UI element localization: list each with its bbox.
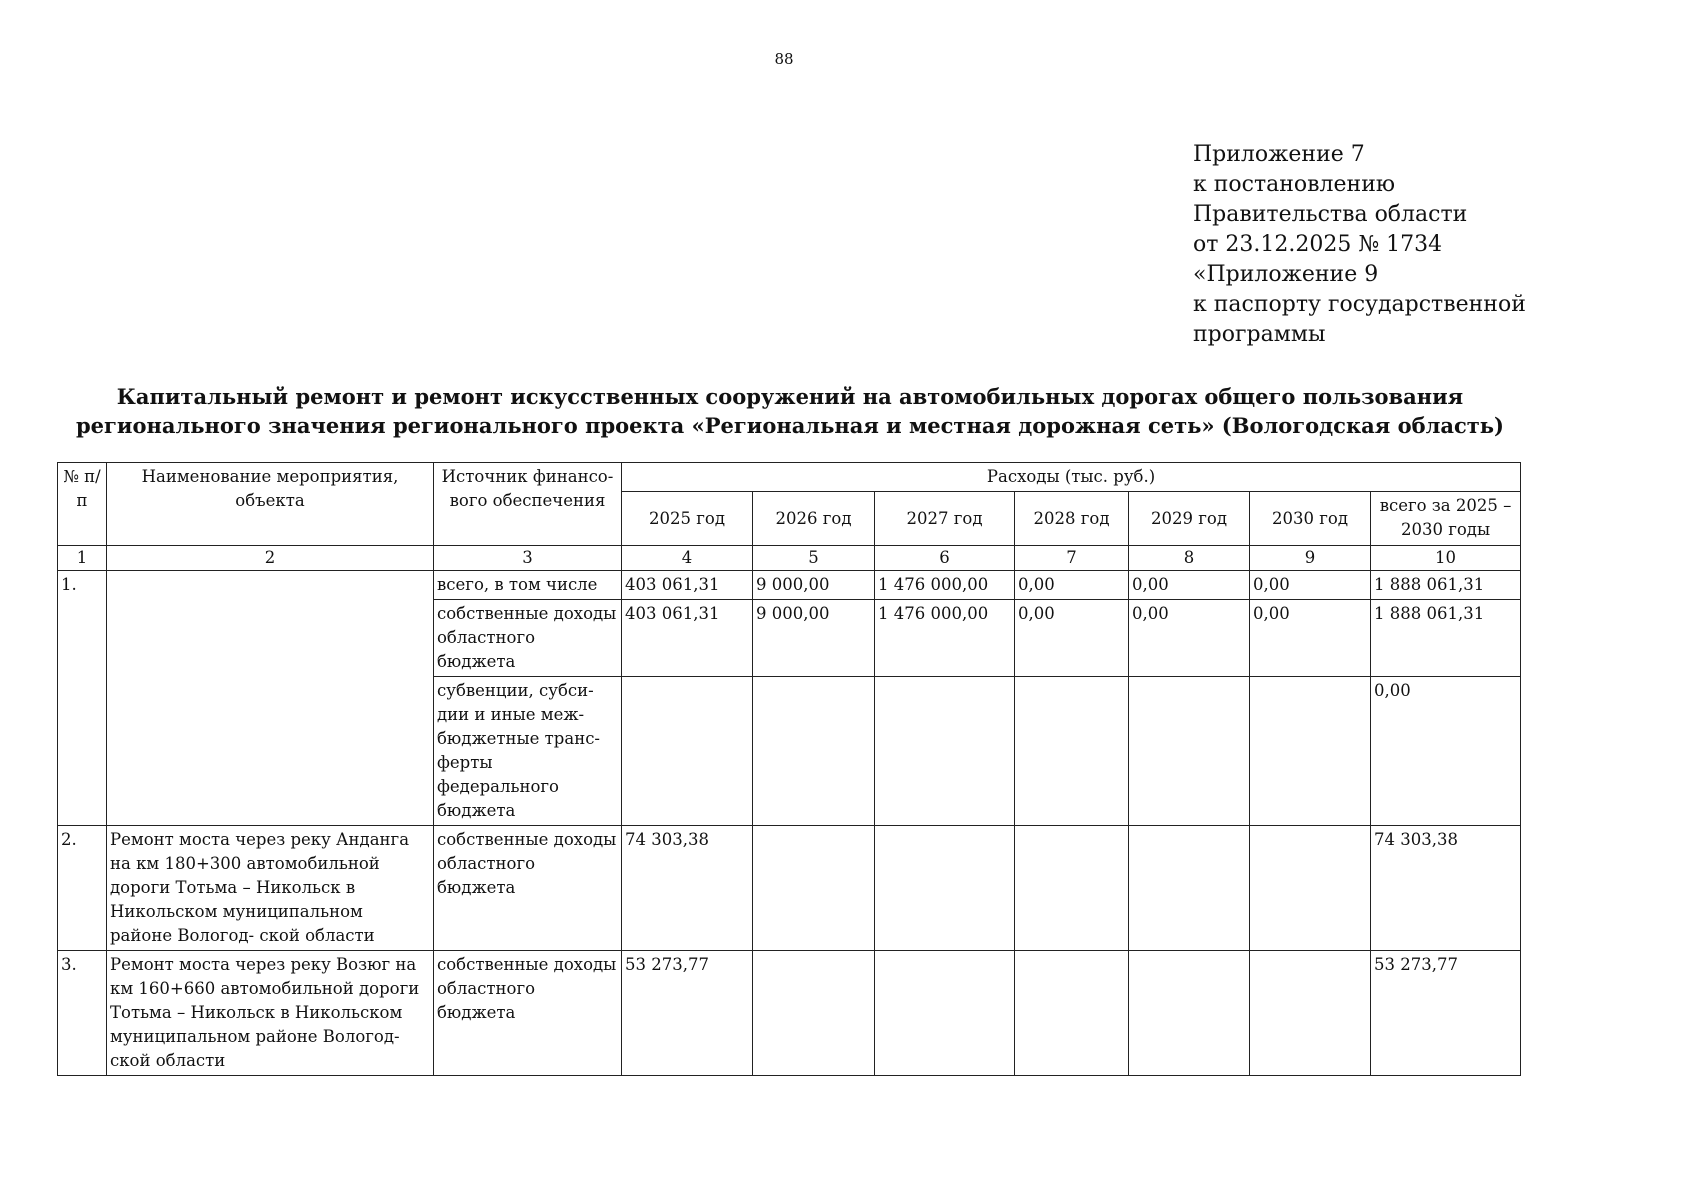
- appendix-line: программы: [1193, 322, 1326, 347]
- value-2029: [1129, 951, 1250, 1076]
- header-num: № п/п: [58, 463, 107, 546]
- appendix-line: к паспорту государственной: [1193, 292, 1526, 317]
- appendix-line: «Приложение 9: [1193, 262, 1379, 287]
- header-year-2025: 2025 год: [622, 492, 753, 546]
- title-line-1: Капитальный ремонт и ремонт искусственных сооружений на автомобильных дорогах общего пользования: [116, 384, 1464, 409]
- value-2026: [753, 951, 875, 1076]
- row-number: 3.: [58, 951, 107, 1076]
- appendix-line: Приложение 7: [1193, 142, 1365, 167]
- value-2029: [1129, 677, 1250, 826]
- row-number: 2.: [58, 826, 107, 951]
- table-row: [58, 951, 1521, 1076]
- value-2025: [622, 677, 753, 826]
- column-number: 7: [1015, 546, 1129, 571]
- row-source: субвенции, субси- дии и иные меж- бюджетные транс- ферты федерального бюджета: [434, 677, 622, 826]
- value-2028: [1015, 951, 1129, 1076]
- value-2030: 0,00: [1250, 600, 1371, 677]
- header-name: Наименование мероприятия, объекта: [107, 463, 434, 546]
- row-number: 1.: [58, 571, 107, 826]
- row-name: Ремонт моста через реку Возюг на км 160+660 автомобильной дороги Тотьма – Никольск в Никольском муниципальном районе Вологод- ской области: [107, 951, 434, 1076]
- row-source: всего, в том числе: [434, 571, 622, 600]
- appendix-line: к постановлению: [1193, 172, 1396, 197]
- row-name: [107, 571, 434, 826]
- value-2029: 0,00: [1129, 600, 1250, 677]
- appendix-block: [1193, 140, 1553, 350]
- value-2030: 0,00: [1250, 571, 1371, 600]
- value-2025: 403 061,31: [622, 600, 753, 677]
- row-name: Ремонт моста через реку Анданга на км 180+300 автомобильной дороги Тотьма – Никольск в Никольском муниципальном районе Вологод- ской области: [107, 826, 434, 951]
- value-2026: 9 000,00: [753, 600, 875, 677]
- value-2030: [1250, 677, 1371, 826]
- value-2025: 53 273,77: [622, 951, 753, 1076]
- value-2026: 9 000,00: [753, 571, 875, 600]
- header-source: Источник финансо- вого обеспечения: [434, 463, 622, 546]
- value-2028: [1015, 677, 1129, 826]
- value-2030: [1250, 826, 1371, 951]
- value-2030: [1250, 951, 1371, 1076]
- value-2026: [753, 826, 875, 951]
- column-number: 6: [875, 546, 1015, 571]
- column-number: 2: [107, 546, 434, 571]
- value-total: 74 303,38: [1371, 826, 1521, 951]
- column-number-row: [58, 546, 1521, 571]
- value-2028: 0,00: [1015, 600, 1129, 677]
- column-number: 1: [58, 546, 107, 571]
- value-2026: [753, 677, 875, 826]
- value-total: 0,00: [1371, 677, 1521, 826]
- table-row: [58, 826, 1521, 951]
- header-total: всего за 2025 – 2030 годы: [1371, 492, 1521, 546]
- appendix-line: Правительства области: [1193, 202, 1468, 227]
- page-number: 88: [774, 50, 794, 68]
- header-year-2030: 2030 год: [1250, 492, 1371, 546]
- value-total: 1 888 061,31: [1371, 571, 1521, 600]
- column-number: 4: [622, 546, 753, 571]
- value-total: 1 888 061,31: [1371, 600, 1521, 677]
- row-source: собственные доходы областного бюджета: [434, 951, 622, 1076]
- row-source: собственные доходы областного бюджета: [434, 600, 622, 677]
- column-number: 5: [753, 546, 875, 571]
- table-row: [58, 571, 1521, 600]
- header-expenses: Расходы (тыс. руб.): [622, 463, 1521, 492]
- value-2027: 1 476 000,00: [875, 571, 1015, 600]
- value-2027: [875, 951, 1015, 1076]
- value-2029: 0,00: [1129, 571, 1250, 600]
- column-number: 3: [434, 546, 622, 571]
- value-2027: [875, 677, 1015, 826]
- title-line-2: регионального значения регионального проекта «Региональная и местная дорожная сеть» (Вологодская область): [76, 413, 1504, 438]
- value-2025: 403 061,31: [622, 571, 753, 600]
- header-row-1: [58, 463, 1521, 492]
- header-year-2028: 2028 год: [1015, 492, 1129, 546]
- value-2029: [1129, 826, 1250, 951]
- header-year-2026: 2026 год: [753, 492, 875, 546]
- value-2028: [1015, 826, 1129, 951]
- value-2027: 1 476 000,00: [875, 600, 1015, 677]
- value-2027: [875, 826, 1015, 951]
- expenses-table: [57, 462, 1521, 1076]
- value-2028: 0,00: [1015, 571, 1129, 600]
- value-total: 53 273,77: [1371, 951, 1521, 1076]
- column-number: 8: [1129, 546, 1250, 571]
- header-year-2029: 2029 год: [1129, 492, 1250, 546]
- column-number: 10: [1371, 546, 1521, 571]
- value-2025: 74 303,38: [622, 826, 753, 951]
- header-year-2027: 2027 год: [875, 492, 1015, 546]
- document-title: [60, 382, 1520, 440]
- appendix-line: от 23.12.2025 № 1734: [1193, 232, 1443, 257]
- row-source: собственные доходы областного бюджета: [434, 826, 622, 951]
- column-number: 9: [1250, 546, 1371, 571]
